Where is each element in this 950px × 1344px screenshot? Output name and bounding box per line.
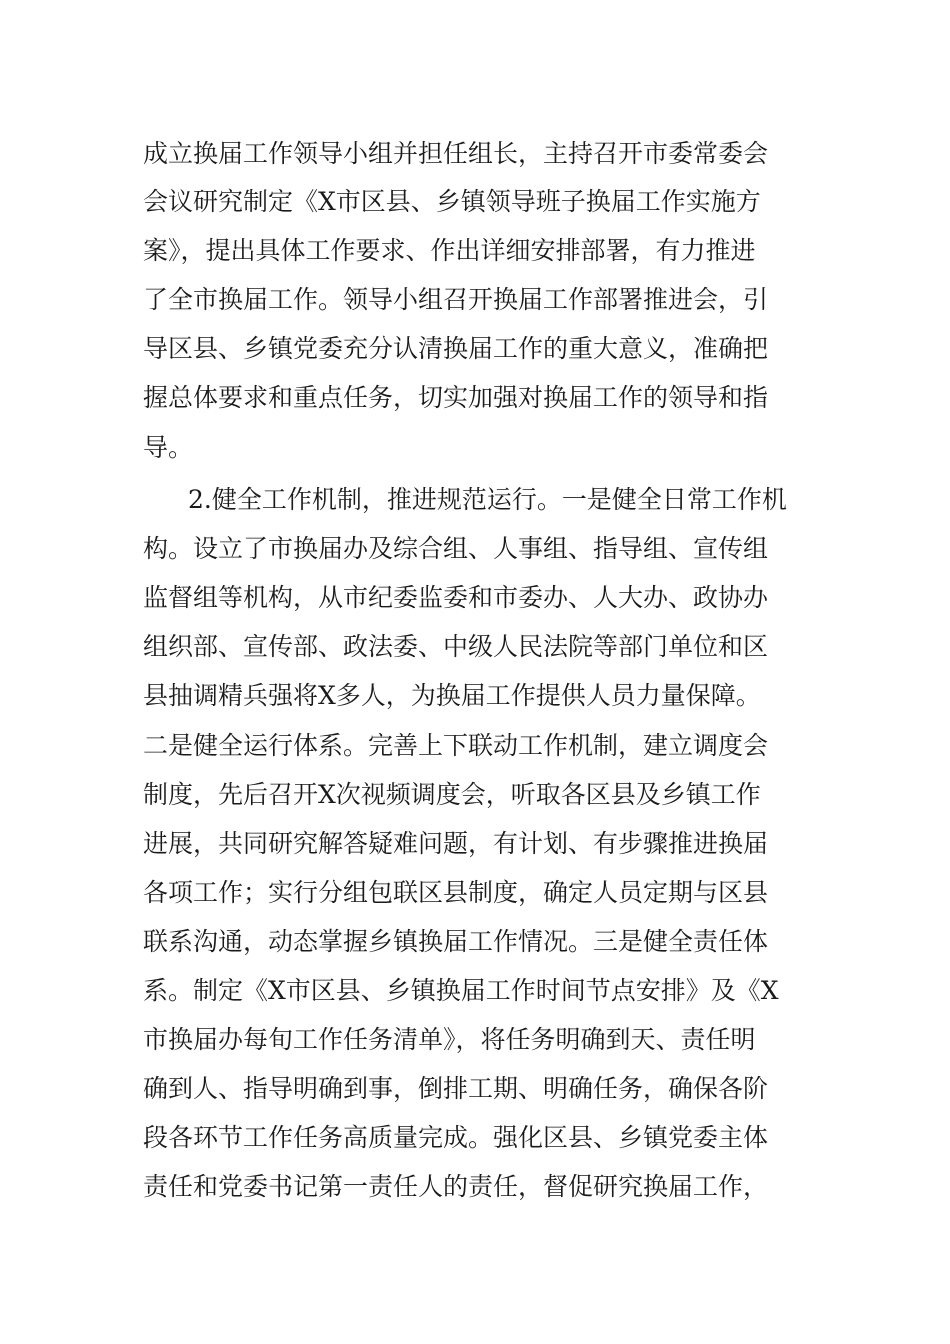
text-line: 成立换届工作领导小组并担任组长，主持召开市委常委会	[143, 139, 769, 168]
text-line: 了全市换届工作。领导小组召开换届工作部署推进会，引	[143, 285, 769, 314]
text-line: 段各环节工作任务高质量完成。强化区县、乡镇党委主体	[143, 1123, 769, 1152]
text-line: 组织部、宣传部、政法委、中级人民法院等部门单位和区	[143, 632, 769, 661]
text-line: 导区县、乡镇党委充分认清换届工作的重大意义，准确把	[143, 334, 769, 363]
text-line: 县抽调精兵强将X多人，为换届工作提供人员力量保障。	[143, 681, 761, 710]
text-line: 联系沟通，动态掌握乡镇换届工作情况。三是健全责任体	[143, 927, 769, 956]
text-line: 握总体要求和重点任务，切实加强对换届工作的领导和指	[143, 383, 769, 412]
text-line: 导。	[143, 433, 194, 462]
text-line: 责任和党委书记第一责任人的责任，督促研究换届工作，	[143, 1172, 769, 1201]
text-line: 进展，共同研究解答疑难问题，有计划、有步骤推进换届	[143, 829, 769, 858]
paragraph-heading-line: 2.健全工作机制，推进规范运行。一是健全日常工作机	[188, 485, 787, 514]
text-line: 确到人、指导明确到事，倒排工期、明确任务，确保各阶	[143, 1074, 769, 1103]
text-line: 系。制定《X市区县、乡镇换届工作时间节点安排》及《X	[143, 976, 779, 1005]
text-line: 市换届办每旬工作任务清单》，将任务明确到天、责任明	[143, 1025, 756, 1054]
text-line: 制度，先后召开X次视频调度会，听取各区县及乡镇工作	[143, 780, 761, 809]
text-line: 构。设立了市换届办及综合组、人事组、指导组、宣传组	[143, 534, 769, 563]
text-line: 各项工作；实行分组包联区县制度，确定人员定期与区县	[143, 878, 769, 907]
text-line: 会议研究制定《X市区县、乡镇领导班子换届工作实施方	[143, 187, 761, 216]
text-line: 二是健全运行体系。完善上下联动工作机制，建立调度会	[143, 731, 769, 760]
text-line: 案》，提出具体工作要求、作出详细安排部署，有力推进	[143, 236, 756, 265]
text-line: 监督组等机构，从市纪委监委和市委办、人大办、政协办	[143, 583, 769, 612]
